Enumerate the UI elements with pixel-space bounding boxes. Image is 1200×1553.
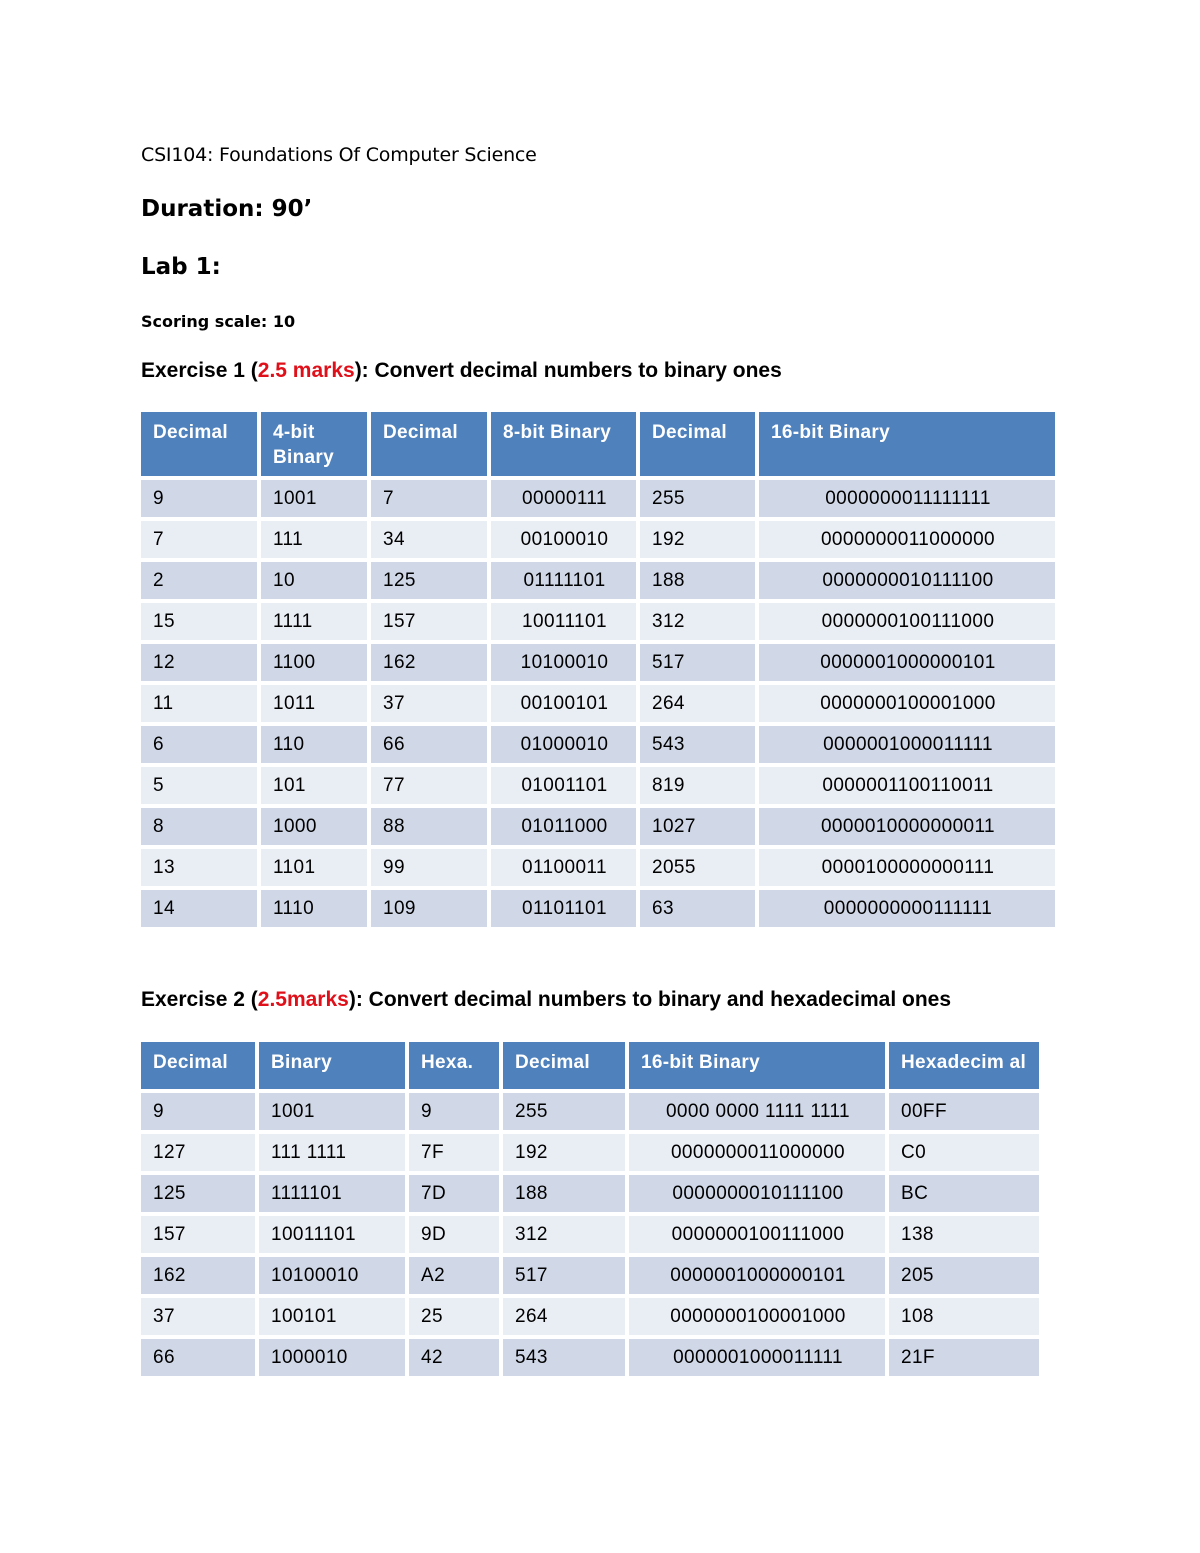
table-cell: 543 xyxy=(503,1339,625,1376)
table-cell: A2 xyxy=(409,1257,499,1294)
table-cell: 10100010 xyxy=(491,644,636,681)
table-row xyxy=(141,1216,1039,1253)
table-cell: 12 xyxy=(141,644,257,681)
table-cell: 9 xyxy=(141,1093,255,1130)
table-cell: 01100011 xyxy=(491,849,636,886)
column-header: 16-bit Binary xyxy=(629,1042,885,1089)
table-cell: 100101 xyxy=(259,1298,405,1335)
table-cell: 0000001000000101 xyxy=(759,644,1055,681)
table-header-row xyxy=(141,1042,1039,1089)
table-cell: 0000010000000011 xyxy=(759,808,1055,845)
exercise-1-heading xyxy=(141,359,782,383)
table-cell: 109 xyxy=(371,890,487,927)
table-row xyxy=(141,562,1055,599)
table-cell: 7 xyxy=(141,521,257,558)
table-row xyxy=(141,1257,1039,1294)
table-cell: 108 xyxy=(889,1298,1039,1335)
table-cell: 1101 xyxy=(261,849,367,886)
table-row xyxy=(141,521,1055,558)
table-row xyxy=(141,1093,1039,1130)
table-cell: 264 xyxy=(503,1298,625,1335)
table-header-row xyxy=(141,412,1055,476)
table-row xyxy=(141,603,1055,640)
table-cell: 0000000011111111 xyxy=(759,480,1055,517)
column-header: Decimal xyxy=(371,412,487,476)
table-row xyxy=(141,1134,1039,1171)
table-cell: 15 xyxy=(141,603,257,640)
table-cell: 9 xyxy=(409,1093,499,1130)
column-header: Decimal xyxy=(503,1042,625,1089)
table-cell: 01011000 xyxy=(491,808,636,845)
table-cell: 517 xyxy=(640,644,755,681)
table-cell: 264 xyxy=(640,685,755,722)
table-row xyxy=(141,726,1055,763)
table-cell: 66 xyxy=(371,726,487,763)
table-cell: 7F xyxy=(409,1134,499,1171)
table-cell: 21F xyxy=(889,1339,1039,1376)
table-cell: 01111101 xyxy=(491,562,636,599)
column-header: Binary xyxy=(259,1042,405,1089)
table-cell: 517 xyxy=(503,1257,625,1294)
table-row xyxy=(141,480,1055,517)
table-cell: 1011 xyxy=(261,685,367,722)
table-cell: 192 xyxy=(503,1134,625,1171)
table-cell: 10100010 xyxy=(259,1257,405,1294)
table-row xyxy=(141,890,1055,927)
table-cell: 162 xyxy=(371,644,487,681)
table-row xyxy=(141,808,1055,845)
table-cell: 111 1111 xyxy=(259,1134,405,1171)
course-title: CSI104: Foundations Of Computer Science xyxy=(141,144,537,166)
exercise-2-marks: 2.5marks xyxy=(257,988,349,1011)
table-cell: 0000001000011111 xyxy=(759,726,1055,763)
table-cell: 157 xyxy=(141,1216,255,1253)
table-cell: 0000001100110011 xyxy=(759,767,1055,804)
table-cell: 125 xyxy=(141,1175,255,1212)
exercise-2-heading-suffix: ): Convert decimal numbers to binary and hexadecimal ones xyxy=(348,988,952,1011)
table-cell: 77 xyxy=(371,767,487,804)
table-cell: 0000000000111111 xyxy=(759,890,1055,927)
table-row xyxy=(141,1339,1039,1376)
table-cell: 01001101 xyxy=(491,767,636,804)
table-cell: 1000 xyxy=(261,808,367,845)
table-cell: 138 xyxy=(889,1216,1039,1253)
exercise-2-heading-prefix: Exercise 2 ( xyxy=(141,988,258,1011)
table-cell: 312 xyxy=(640,603,755,640)
table-cell: BC xyxy=(889,1175,1039,1212)
column-header: Decimal xyxy=(640,412,755,476)
table-cell: 0000000100001000 xyxy=(759,685,1055,722)
exercise-1-marks: 2.5 marks xyxy=(257,359,355,382)
table-cell: 13 xyxy=(141,849,257,886)
table-cell: 1001 xyxy=(259,1093,405,1130)
table-cell: 0000000010111100 xyxy=(759,562,1055,599)
table-cell: 6 xyxy=(141,726,257,763)
table-cell: 37 xyxy=(141,1298,255,1335)
table-cell: 125 xyxy=(371,562,487,599)
table-cell: 2 xyxy=(141,562,257,599)
table-cell: 66 xyxy=(141,1339,255,1376)
scoring-scale: Scoring scale: 10 xyxy=(141,312,296,331)
table-cell: 01000010 xyxy=(491,726,636,763)
table-cell: 00100010 xyxy=(491,521,636,558)
table-cell: 00FF xyxy=(889,1093,1039,1130)
table-cell: 0000 0000 1111 1111 xyxy=(629,1093,885,1130)
table-cell: 205 xyxy=(889,1257,1039,1294)
table-cell: 543 xyxy=(640,726,755,763)
exercise-2-table xyxy=(137,1038,1043,1380)
exercise-1-heading-suffix: ): Convert decimal numbers to binary ones xyxy=(354,359,782,382)
duration-label: Duration: 90’ xyxy=(141,196,313,222)
table-cell: 111 xyxy=(261,521,367,558)
table-cell: 42 xyxy=(409,1339,499,1376)
table-cell: 9D xyxy=(409,1216,499,1253)
table-cell: 188 xyxy=(640,562,755,599)
table-cell: 110 xyxy=(261,726,367,763)
column-header: 16-bit Binary xyxy=(759,412,1055,476)
table-cell: 0000000011000000 xyxy=(759,521,1055,558)
table-cell: 2055 xyxy=(640,849,755,886)
table-cell: 01101101 xyxy=(491,890,636,927)
lab-title: Lab 1: xyxy=(141,254,221,280)
table-cell: 00100101 xyxy=(491,685,636,722)
table-cell: 10 xyxy=(261,562,367,599)
table-row xyxy=(141,767,1055,804)
table-cell: 37 xyxy=(371,685,487,722)
column-header: Decimal xyxy=(141,1042,255,1089)
table-cell: 157 xyxy=(371,603,487,640)
table-cell: 127 xyxy=(141,1134,255,1171)
table-cell: 0000000100111000 xyxy=(759,603,1055,640)
table-cell: 0000000011000000 xyxy=(629,1134,885,1171)
table-cell: 7D xyxy=(409,1175,499,1212)
table-row xyxy=(141,644,1055,681)
table-cell: 5 xyxy=(141,767,257,804)
table-row xyxy=(141,849,1055,886)
exercise-1-table xyxy=(137,408,1059,931)
table-cell: 25 xyxy=(409,1298,499,1335)
table-cell: 63 xyxy=(640,890,755,927)
table-cell: 1111 xyxy=(261,603,367,640)
column-header: 8-bit Binary xyxy=(491,412,636,476)
table-row xyxy=(141,1175,1039,1212)
table-cell: 1110 xyxy=(261,890,367,927)
table-cell: 0000000100111000 xyxy=(629,1216,885,1253)
table-cell: C0 xyxy=(889,1134,1039,1171)
table-cell: 1001 xyxy=(261,480,367,517)
table-cell: 1000010 xyxy=(259,1339,405,1376)
table-cell: 0000000100001000 xyxy=(629,1298,885,1335)
table-cell: 10011101 xyxy=(259,1216,405,1253)
table-cell: 1027 xyxy=(640,808,755,845)
column-header: Hexa. xyxy=(409,1042,499,1089)
table-cell: 8 xyxy=(141,808,257,845)
table-cell: 0000001000011111 xyxy=(629,1339,885,1376)
table-cell: 255 xyxy=(640,480,755,517)
table-cell: 255 xyxy=(503,1093,625,1130)
table-cell: 9 xyxy=(141,480,257,517)
table-cell: 1100 xyxy=(261,644,367,681)
table-cell: 00000111 xyxy=(491,480,636,517)
exercise-2-heading xyxy=(141,988,951,1012)
table-cell: 0000001000000101 xyxy=(629,1257,885,1294)
table-cell: 0000000010111100 xyxy=(629,1175,885,1212)
table-cell: 11 xyxy=(141,685,257,722)
table-cell: 162 xyxy=(141,1257,255,1294)
table-cell: 1111101 xyxy=(259,1175,405,1212)
table-row xyxy=(141,685,1055,722)
table-cell: 88 xyxy=(371,808,487,845)
table-cell: 99 xyxy=(371,849,487,886)
exercise-1-heading-prefix: Exercise 1 ( xyxy=(141,359,258,382)
table-cell: 192 xyxy=(640,521,755,558)
table-cell: 101 xyxy=(261,767,367,804)
table-cell: 188 xyxy=(503,1175,625,1212)
column-header: 4-bit Binary xyxy=(261,412,367,476)
table-cell: 14 xyxy=(141,890,257,927)
table-cell: 819 xyxy=(640,767,755,804)
table-row xyxy=(141,1298,1039,1335)
table-cell: 10011101 xyxy=(491,603,636,640)
table-cell: 34 xyxy=(371,521,487,558)
table-cell: 312 xyxy=(503,1216,625,1253)
table-cell: 7 xyxy=(371,480,487,517)
column-header: Hexadecim al xyxy=(889,1042,1039,1089)
table-cell: 0000100000000111 xyxy=(759,849,1055,886)
column-header: Decimal xyxy=(141,412,257,476)
